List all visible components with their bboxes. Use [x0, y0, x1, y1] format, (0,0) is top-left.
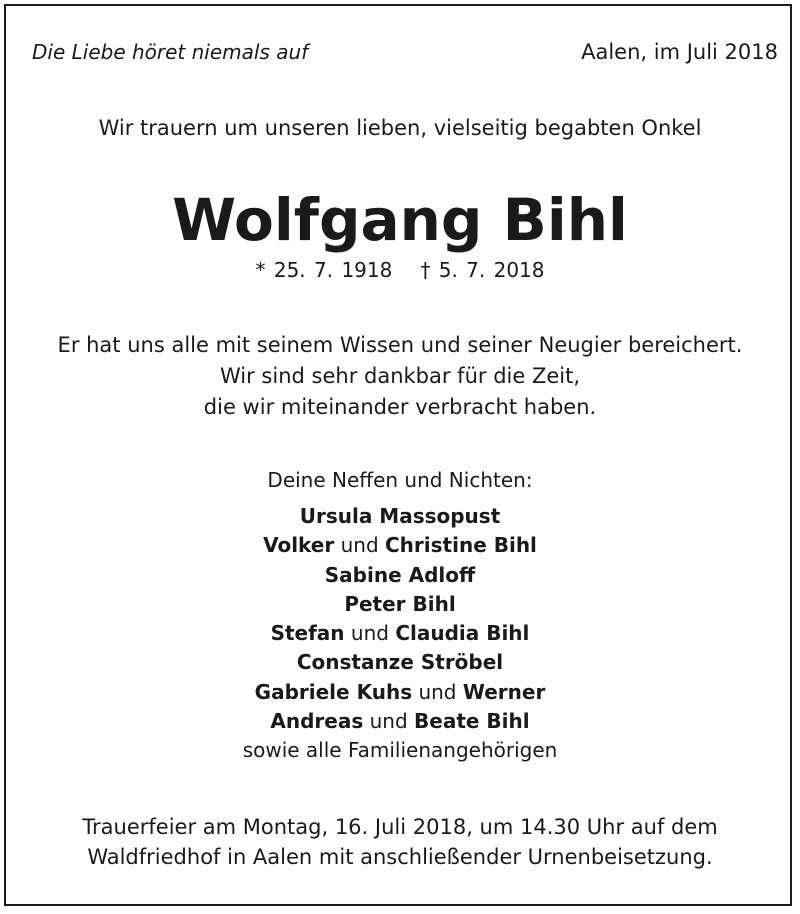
funeral-line: Trauerfeier am Montag, 16. Juli 2018, um 14.30 Uhr auf dem — [82, 815, 718, 839]
mourner-partner: Beate Bihl — [414, 709, 530, 733]
mourners-heading: Deine Neffen und Nichten: — [267, 468, 533, 492]
mourner-partner: Claudia Bihl — [395, 621, 530, 645]
mourner-partner: Werner — [462, 680, 546, 704]
mourner-name — [0, 650, 800, 674]
mourner-primary: Gabriele Kuhs — [254, 680, 413, 704]
mourner-conjunction: und — [363, 709, 415, 733]
mourner-name — [0, 709, 800, 733]
motto: Die Liebe höret niemals auf — [32, 40, 309, 64]
mourner-primary: Ursula Massopust — [299, 504, 501, 528]
intro-line: Wir trauern um unseren lieben, vielseitig begabten Onkel — [98, 116, 702, 140]
tribute-line: Er hat uns alle mit seinem Wissen und seiner Neugier bereichert. — [57, 333, 743, 357]
birth-date: * 25. 7. 1918 — [255, 258, 393, 282]
mourner-name — [0, 533, 800, 557]
life-dates — [0, 258, 800, 282]
mourner-name — [0, 592, 800, 616]
mourner-name — [0, 621, 800, 645]
mourner-primary: Sabine Adloff — [324, 563, 476, 587]
mourner-name — [0, 680, 800, 704]
tribute-line: die wir miteinander verbracht haben. — [203, 395, 597, 419]
mourner-conjunction: und — [412, 680, 463, 704]
mourner-conjunction: und — [334, 533, 385, 557]
mourner-primary: Constanze Ströbel — [296, 650, 504, 674]
mourner-name — [0, 563, 800, 587]
place-date: Aalen, im Juli 2018 — [581, 40, 778, 64]
mourner-primary: Peter Bihl — [344, 592, 456, 616]
mourner-primary: Volker — [263, 533, 335, 557]
mourner-partner: Christine Bihl — [385, 533, 537, 557]
tribute-line: Wir sind sehr dankbar für die Zeit, — [219, 364, 580, 388]
mourner-primary: Stefan — [270, 621, 345, 645]
deceased-name: Wolfgang Bihl — [172, 186, 628, 254]
funeral-line: Waldfriedhof in Aalen mit anschließender Urnenbeisetzung. — [87, 845, 713, 869]
death-date: † 5. 7. 2018 — [420, 258, 545, 282]
mourner-name — [0, 504, 800, 528]
family-line: sowie alle Familienangehörigen — [242, 738, 558, 762]
mourner-conjunction: und — [344, 621, 396, 645]
mourner-primary: Andreas — [270, 709, 364, 733]
